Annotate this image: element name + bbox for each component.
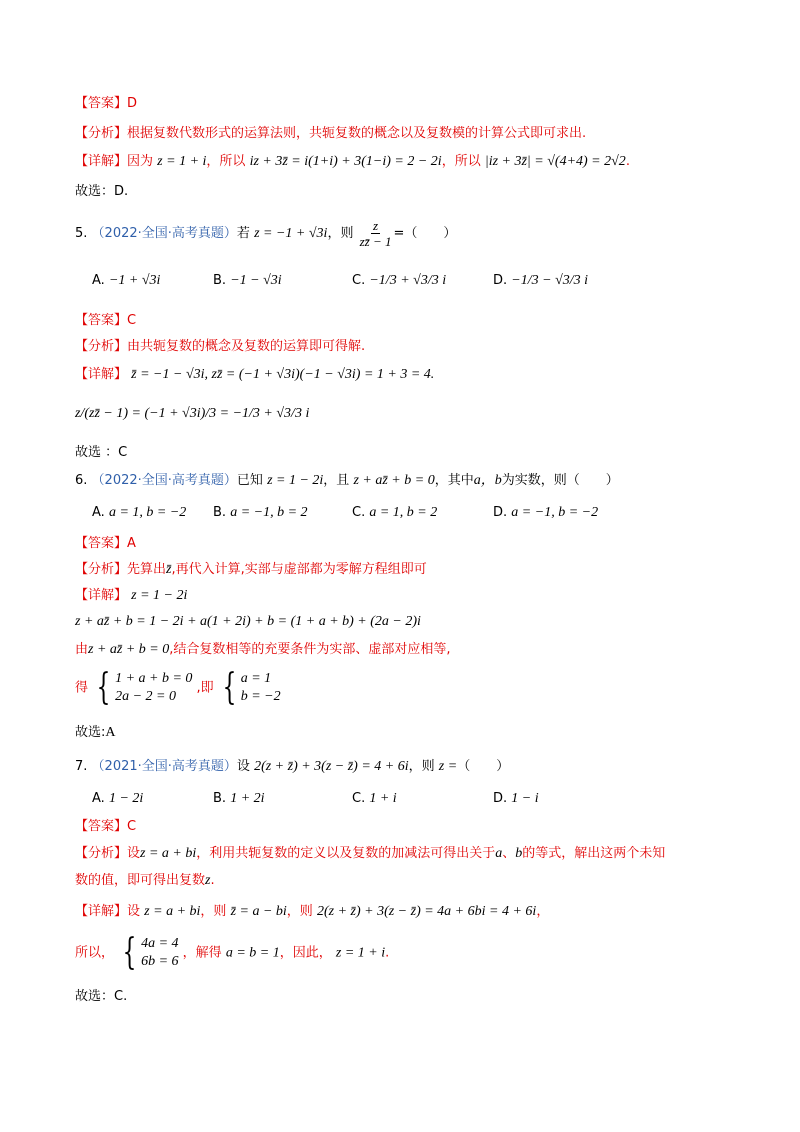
detail-text: 得: [75, 680, 89, 696]
left-brace-icon: {: [122, 932, 137, 973]
detail-text: 设: [127, 904, 141, 919]
math-z: z = 1 + i: [335, 945, 386, 961]
option-value: a = 1, b = −2: [108, 505, 187, 520]
option-value: 1 + i: [369, 791, 397, 806]
option-value: 1 − 2i: [108, 791, 144, 806]
system-row: 6b = 6: [141, 954, 179, 969]
stem-text: =（ ）: [393, 226, 457, 241]
frac-num: z: [373, 218, 379, 233]
math-z: z =: [438, 759, 458, 774]
q6-answer: 【答案】A: [75, 536, 136, 551]
analysis-text: 、: [502, 846, 516, 861]
question-number: 6.: [75, 473, 88, 488]
equation-system: [218, 667, 281, 708]
option-label: D.: [493, 791, 508, 806]
left-brace-icon: {: [222, 667, 237, 708]
q4-analysis: [75, 125, 586, 143]
equation-system: [118, 932, 179, 973]
left-brace-icon: {: [96, 667, 111, 708]
q7-stem: [75, 758, 509, 776]
analysis-tag: 【分析】: [75, 846, 128, 861]
q7-option-c[interactable]: [352, 790, 397, 808]
analysis-tag: 【分析】: [75, 126, 128, 141]
analysis-text: ,再代入计算,实部与虚部都为零解方程组即可: [171, 562, 427, 577]
fraction: [358, 218, 394, 249]
system-row: 4a = 4: [141, 936, 179, 951]
question-source: （2022·全国·高考真题）: [91, 226, 237, 241]
detail-text: ，因此，: [279, 945, 332, 961]
analysis-text: 设: [127, 846, 141, 861]
q5-detail-line2: [75, 405, 309, 423]
q4-detail: [75, 153, 630, 171]
analysis-text: ，利用共轭复数的定义以及复数的加减法可得出关于: [196, 846, 496, 861]
q6-option-d[interactable]: [493, 504, 598, 522]
stem-text: 设: [236, 759, 250, 774]
stem-text: ，其中: [434, 473, 474, 488]
math-eq: z̄ = −1 − √3i, zz̄ = (−1 + √3i)(−1 − √3i) = 1 + 3 = 4.: [131, 367, 435, 382]
q5-option-a[interactable]: [92, 272, 160, 290]
detail-text: ，所以: [441, 154, 481, 169]
option-value: −1/3 − √3/3 i: [511, 273, 589, 288]
option-label: A.: [92, 273, 105, 288]
q6-option-a[interactable]: [92, 504, 186, 522]
option-label: B.: [213, 791, 227, 806]
q5-stem: [75, 218, 456, 249]
system-row: 2a − 2 = 0: [115, 689, 176, 704]
option-value: a = −1, b = −2: [511, 505, 599, 520]
q6-detail-line4: [75, 667, 281, 708]
math-eq: 2(z + z̄) + 3(z − z̄) = 4 + 6i: [254, 759, 409, 774]
detail-text: .: [385, 945, 390, 961]
q7-answer: 【答案】C: [75, 819, 137, 834]
q7-option-b[interactable]: [213, 790, 265, 808]
math-ab: a，b: [473, 473, 502, 488]
q5-detail: [75, 366, 434, 384]
q6-choice: [75, 724, 116, 742]
math-eq: a = b = 1: [225, 945, 280, 961]
stem-text: 已知: [236, 473, 263, 488]
analysis-tag: 【分析】: [75, 562, 128, 577]
option-label: C.: [352, 505, 366, 520]
option-label: D.: [493, 273, 508, 288]
math-zbar: z̄ = a − bi: [230, 904, 287, 919]
option-label: C.: [352, 791, 366, 806]
math-a: a: [495, 846, 503, 861]
option-value: −1 + √3i: [108, 273, 161, 288]
detail-text: 由: [75, 642, 89, 657]
math-z: z = −1 + √3i: [254, 226, 328, 241]
option-label: B.: [213, 505, 227, 520]
math-z: z = 1 + i: [157, 154, 207, 169]
q4-choice: 故选：D.: [75, 184, 129, 199]
equation-system: [92, 667, 193, 708]
math-eq: z/(zz̄ − 1) = (−1 + √3i)/3 = −1/3 + √3/3 i: [75, 406, 310, 421]
stem-text: ，则: [408, 759, 435, 774]
q6-option-b[interactable]: [213, 504, 308, 522]
analysis-text: .: [210, 873, 215, 888]
detail-tag: 【详解】: [75, 367, 128, 382]
detail-text: ，: [536, 904, 550, 919]
analysis-text: 数的值，即可得出复数: [75, 873, 206, 888]
q5-option-c[interactable]: [352, 272, 446, 290]
q7-option-d[interactable]: [493, 790, 539, 808]
detail-tag: 【详解】: [75, 588, 128, 603]
math-zbar: z̄: [166, 562, 172, 577]
option-value: 1 − i: [511, 791, 539, 806]
stem-text: （ ）: [457, 759, 510, 774]
option-label: B.: [213, 273, 227, 288]
analysis-text: 根据复数代数形式的运算法则，共轭复数的概念以及复数模的计算公式即可求出.: [127, 126, 587, 141]
detail-text: ，解得: [182, 945, 222, 961]
analysis-text: 的等式，解出这两个未知: [522, 846, 666, 861]
question-source: （2022·全国·高考真题）: [91, 473, 237, 488]
option-label: D.: [493, 505, 508, 520]
detail-text: .: [625, 154, 630, 169]
q5-option-d[interactable]: [493, 272, 588, 290]
detail-tag: 【详解】: [75, 904, 128, 919]
math-z: z = 1 − 2i: [131, 588, 188, 603]
math-eq: 2(z + z̄) + 3(z − z̄) = 4a + 6bi = 4 + 6i: [316, 904, 537, 919]
analysis-tag: 【分析】: [75, 339, 128, 354]
system-row: b = −2: [240, 689, 281, 704]
stem-text: 若: [236, 226, 250, 241]
choice-text: 故选:: [75, 725, 106, 740]
q6-option-c[interactable]: [352, 504, 437, 522]
detail-text: ，则: [286, 904, 313, 919]
analysis-text: 先算出: [127, 562, 167, 577]
math-eq2: |iz + 3z̄| = √(4+4) = 2√2: [484, 154, 626, 169]
detail-text: ,即: [196, 680, 214, 696]
detail-text: ,结合复数相等的充要条件为实部、虚部对应相等,: [169, 642, 451, 657]
option-value: −1 − √3i: [230, 273, 282, 288]
q7-analysis: [75, 845, 665, 863]
option-value: 1 + 2i: [230, 791, 265, 806]
stem-text: ，则: [327, 226, 354, 241]
option-label: C.: [352, 273, 366, 288]
option-label: A.: [92, 505, 105, 520]
math-z: z = a + bi: [140, 846, 197, 861]
q6-stem: [75, 472, 619, 490]
math-eq: z + az̄ + b = 0: [88, 642, 170, 657]
stem-text: 为实数，则（ ）: [501, 473, 619, 488]
system-row: a = 1: [240, 671, 272, 686]
system-row: 1 + a + b = 0: [115, 671, 193, 686]
q7-choice: 故选：C.: [75, 989, 128, 1004]
detail-text: ，则: [200, 904, 227, 919]
detail-tag: 【详解】: [75, 154, 128, 169]
detail-text: 所以，: [75, 945, 115, 961]
stem-text: ，且: [323, 473, 350, 488]
analysis-text: 由共轭复数的概念及复数的运算即可得解.: [127, 339, 366, 354]
math-z: z: [205, 873, 211, 888]
q6-detail-line2: [75, 613, 421, 631]
option-value: −1/3 + √3/3 i: [369, 273, 447, 288]
math-z: z = a + bi: [144, 904, 201, 919]
choice-value: A: [105, 725, 116, 740]
q5-choice: 故选 ：C: [75, 445, 128, 460]
q7-detail: [75, 903, 549, 921]
q6-analysis: [75, 561, 427, 579]
frac-den: zz̄ − 1: [359, 234, 392, 249]
q6-detail-line3: [75, 641, 451, 659]
q4-answer: 【答案】D: [75, 96, 138, 111]
q7-detail-line2: [75, 932, 390, 973]
q5-option-b[interactable]: [213, 272, 282, 290]
question-number: 7.: [75, 759, 88, 774]
q7-option-a[interactable]: [92, 790, 143, 808]
detail-text: 因为: [127, 154, 154, 169]
math-eq1: iz + 3z̄ = i(1+i) + 3(1−i) = 2 − 2i: [249, 154, 442, 169]
question-number: 5.: [75, 226, 88, 241]
question-source: （2021·全国·高考真题）: [91, 759, 237, 774]
detail-text: ，所以: [206, 154, 246, 169]
q6-detail: [75, 587, 187, 605]
math-eq: z + az̄ + b = 0: [353, 473, 435, 488]
option-value: a = −1, b = 2: [230, 505, 308, 520]
math-z: z = 1 − 2i: [267, 473, 324, 488]
option-value: a = 1, b = 2: [369, 505, 438, 520]
math-b: b: [515, 846, 523, 861]
q5-analysis: [75, 338, 365, 356]
q7-analysis-line2: [75, 872, 215, 890]
math-eq: z + az̄ + b = 1 − 2i + a(1 + 2i) + b = (1 + a + b) + (2a − 2)i: [75, 614, 421, 629]
option-label: A.: [92, 791, 105, 806]
q5-answer: 【答案】C: [75, 313, 137, 328]
